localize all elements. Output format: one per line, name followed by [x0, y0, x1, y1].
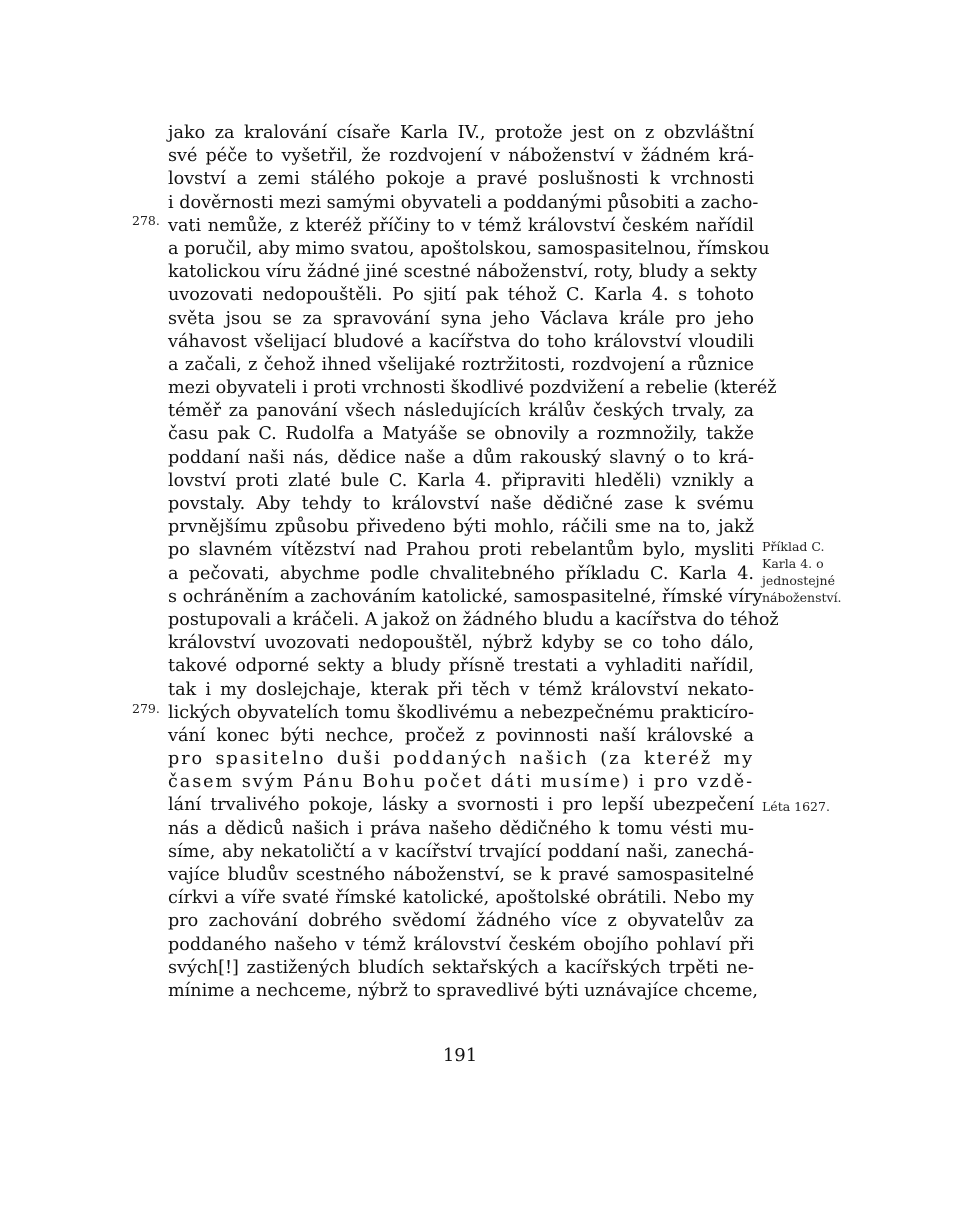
body-line: povstaly. Aby tehdy to království naše dědičné zase k svému: [168, 494, 754, 514]
margin-note-line: jednostejné: [762, 573, 836, 588]
body-line: a začali, z čehož ihned všelijaké roztržitosti, rozdvojení a různice: [168, 354, 754, 375]
body-line: téměř za panování všech následujících králův českých trvaly, za: [168, 401, 754, 422]
body-line: pro zachování dobrého svědomí žádného více z obyvatelův za: [168, 911, 754, 932]
body-line: mínime a nechceme, nýbrž to spravedlivé býti uznávajíce chceme,: [168, 980, 758, 1001]
line-number-279: 279.: [132, 700, 160, 716]
margin-note-line: náboženství.: [762, 590, 842, 605]
body-line: vati nemůže, z kteréž příčiny to v témž království českém nařídil: [168, 215, 754, 236]
body-line: po slavném vítězství nad Prahou proti rebelantům bylo, mysliti: [168, 540, 754, 561]
body-line: světa jsou se za spravování syna jeho Václava krále pro jeho: [168, 308, 754, 329]
body-line: mezi obyvateli i proti vrchnosti škodlivé pozdvižení a rebelie (kteréž: [168, 378, 777, 399]
body-line: katolickou víru žádné jiné scestné náboženství, roty, bludy a sekty: [168, 262, 758, 283]
body-text: [168, 122, 779, 1003]
line-number-278: 278.: [132, 212, 160, 228]
margin-note-line: Karla 4. o: [762, 556, 824, 571]
body-line: církvi a víře svaté římské katolické, apoštolské obrátili. Nebo my: [168, 888, 754, 909]
body-line: lovství a zemi stálého pokoje a pravé poslušnosti k vrchnosti: [168, 169, 754, 190]
body-line: vání konec býti nechce, pročež z povinnosti naší královské a: [168, 725, 754, 746]
body-line: času pak C. Rudolfa a Matyáše se obnovily a rozmnožily, takže: [168, 424, 754, 445]
body-line: svých[!] zastižených bludích sektařských a kacířských trpěti ne-: [168, 957, 754, 978]
body-line: a poručil, aby mimo svatou, apoštolskou, samospasitelnou, římskou: [168, 238, 770, 259]
body-line: lání trvalivého pokoje, lásky a svornosti i pro lepší ubezpečení: [168, 795, 754, 816]
margin-note-line: Léta 1627.: [762, 799, 830, 814]
page-number: 191: [442, 1045, 478, 1066]
body-line: časem svým Pánu Bohu počet dáti musíme) i pro vzdě-: [168, 772, 754, 793]
body-line: pro spasitelno duši poddaných našich (za kteréž my: [168, 749, 754, 770]
body-line: své péče to vyšetřil, že rozdvojení v náboženství v žádném krá-: [168, 146, 754, 167]
body-line: poddaní naši nás, dědice naše a dům rakouský slavný o to krá-: [168, 447, 754, 468]
body-line: lovství proti zlaté bule C. Karla 4. připraviti hleděli) vznikly a: [168, 470, 754, 491]
body-line: uvozovati nedopouštěli. Po sjití pak téhož C. Karla 4. s tohoto: [168, 285, 754, 306]
body-line: s ochráněním a zachováním katolické, samospasitelné, římské víry: [168, 586, 763, 607]
body-line: lických obyvatelích tomu škodlivému a nebezpečnému prakticíro-: [168, 702, 754, 723]
margin-note-example: [762, 538, 842, 606]
body-line: jako za kralování císaře Karla IV., protože jest on z obzvláštní: [168, 123, 754, 143]
body-line: tak i my doslejchaje, kterak při těch v témž království nekato-: [168, 679, 754, 700]
body-line: a pečovati, abychme podle chvalitebného příkladu C. Karla 4.: [168, 563, 754, 584]
margin-note-line: Příklad C.: [762, 539, 825, 554]
body-line: síme, aby nekatoličtí a v kacířství trvající poddaní naši, zanechá-: [168, 841, 754, 862]
body-line: i dověrnosti mezi samými obyvateli a poddanými působiti a zacho-: [168, 192, 759, 213]
body-line: váhavost všelijací bludové a kacířstva do toho království vloudili: [168, 331, 754, 352]
body-line: nás a dědiců našich i práva našeho dědičného k tomu vésti mu-: [168, 818, 754, 839]
body-line: takové odporné sekty a bludy přísně trestati a vyhladiti nařídil,: [168, 656, 754, 677]
body-line: království uvozovati nedopouštěl, nýbrž kdyby se co toho dálo,: [168, 633, 754, 654]
body-line: poddaného našeho v témž království českém obojího pohlaví při: [168, 934, 754, 955]
margin-note-year: [762, 798, 830, 815]
body-line: prvnějšímu způsobu přivedeno býti mohlo, ráčili sme na to, jakž: [168, 517, 754, 538]
body-line: vajíce bludův scestného náboženství, se k pravé samospasitelné: [168, 865, 754, 885]
body-line: postupovali a kráčeli. A jakož on žádného bludu a kacířstva do téhož: [168, 609, 779, 630]
